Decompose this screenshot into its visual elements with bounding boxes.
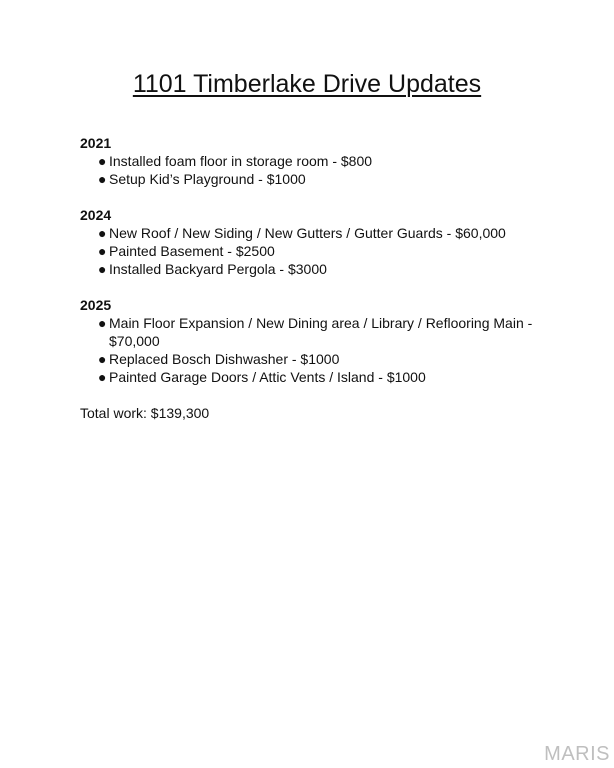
list-item — [98, 260, 550, 278]
item-text: Main Floor Expansion / New Dining area / Library / Reflooring Main - $70,000 — [109, 315, 533, 349]
list-item — [98, 170, 550, 188]
item-text: Painted Basement - $2500 — [109, 243, 275, 259]
maris-watermark: MARIS — [544, 743, 610, 765]
section-2021 — [80, 134, 550, 188]
item-text: Installed foam floor in storage room - $800 — [109, 153, 373, 169]
document-body — [80, 134, 550, 422]
year-heading: 2024 — [80, 207, 112, 223]
bullet-icon: ● — [98, 225, 107, 241]
year-heading: 2021 — [80, 135, 112, 151]
bullet-icon: ● — [98, 369, 107, 385]
bullet-icon: ● — [98, 315, 107, 331]
year-heading: 2025 — [80, 297, 112, 313]
list-item — [98, 350, 550, 368]
section-2025 — [80, 296, 550, 386]
item-text: Installed Backyard Pergola - $3000 — [109, 261, 327, 277]
list-item — [98, 242, 550, 260]
list-item — [98, 224, 550, 242]
list-item — [98, 152, 550, 170]
item-text: New Roof / New Siding / New Gutters / Gutter Guards - $60,000 — [109, 225, 506, 241]
item-list — [80, 224, 550, 278]
list-item — [98, 368, 550, 386]
item-text: Painted Garage Doors / Attic Vents / Island - $1000 — [109, 369, 426, 385]
item-list — [80, 152, 550, 188]
item-text: Replaced Bosch Dishwasher - $1000 — [109, 351, 340, 367]
bullet-icon: ● — [98, 153, 107, 169]
bullet-icon: ● — [98, 261, 107, 277]
bullet-icon: ● — [98, 351, 107, 367]
total-work: Total work: $139,300 — [80, 405, 210, 421]
section-2024 — [80, 206, 550, 278]
item-list — [80, 314, 550, 386]
list-item — [98, 314, 550, 350]
bullet-icon: ● — [98, 243, 107, 259]
item-text: Setup Kid’s Playground - $1000 — [109, 171, 306, 187]
bullet-icon: ● — [98, 171, 107, 187]
page-title: 1101 Timberlake Drive Updates — [132, 70, 482, 98]
